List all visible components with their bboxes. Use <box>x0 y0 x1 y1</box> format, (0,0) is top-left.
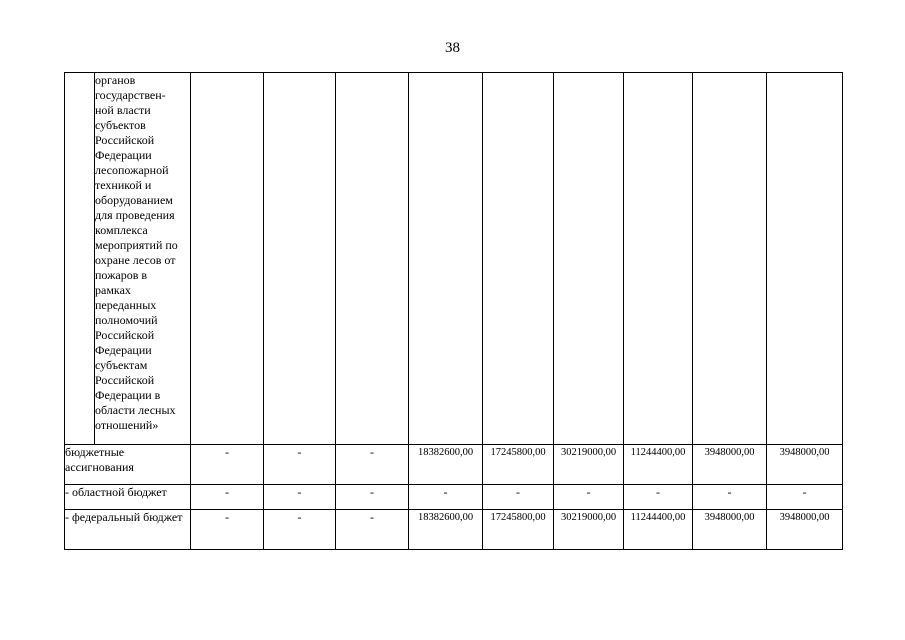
table-cell: 17245800,00 <box>483 445 554 485</box>
empty-cell <box>554 73 624 445</box>
empty-cell <box>409 73 483 445</box>
budget-row-regional <box>65 485 843 510</box>
description-line: лесопожарной <box>95 163 169 177</box>
table-cell: - <box>191 485 264 510</box>
description-row <box>65 73 843 445</box>
description-line: пожаров в <box>95 268 148 282</box>
event-description-cell <box>95 73 191 445</box>
row-label: - областной бюджет <box>65 485 191 510</box>
table-cell: 3948000,00 <box>767 510 843 550</box>
description-line: государствен- <box>95 88 166 102</box>
description-line: Российской <box>95 133 155 147</box>
table-cell: 11244400,00 <box>624 445 693 485</box>
description-line: мероприятий по <box>95 238 178 252</box>
table-cell: - <box>624 485 693 510</box>
empty-cell <box>624 73 693 445</box>
description-line: оборудованием <box>95 193 173 207</box>
table-cell: - <box>554 485 624 510</box>
table-cell: - <box>264 485 336 510</box>
description-line: Российской <box>95 328 155 342</box>
table-cell: - <box>191 510 264 550</box>
table-cell: 18382600,00 <box>409 510 483 550</box>
table-cell: - <box>264 510 336 550</box>
table-cell: - <box>483 485 554 510</box>
description-line: Федерации <box>95 148 152 162</box>
description-line: субъектов <box>95 118 146 132</box>
empty-cell <box>483 73 554 445</box>
description-line: органов <box>95 73 136 87</box>
table-cell: - <box>767 485 843 510</box>
empty-cell <box>191 73 264 445</box>
table-cell: - <box>409 485 483 510</box>
table-cell: 30219000,00 <box>554 510 624 550</box>
description-line: техникой и <box>95 178 152 192</box>
row-label: бюджетные ассигнования <box>65 445 191 485</box>
empty-cell <box>693 73 767 445</box>
table-cell: 30219000,00 <box>554 445 624 485</box>
description-line: переданных <box>95 298 157 312</box>
description-line: полномочий <box>95 313 158 327</box>
description-line: Российской <box>95 373 155 387</box>
description-line: охране лесов от <box>95 253 176 267</box>
empty-cell <box>767 73 843 445</box>
table-cell: - <box>336 445 409 485</box>
description-line: рамках <box>95 283 131 297</box>
empty-cell <box>264 73 336 445</box>
description-line: комплекса <box>95 223 148 237</box>
table-cell: - <box>264 445 336 485</box>
page-number: 38 <box>445 40 460 56</box>
budget-table <box>64 72 843 550</box>
table-cell: 3948000,00 <box>693 445 767 485</box>
table-cell: - <box>336 510 409 550</box>
empty-cell <box>336 73 409 445</box>
description-line: субъектам <box>95 358 148 372</box>
table-cell: 3948000,00 <box>693 510 767 550</box>
description-line: области лесных <box>95 403 176 417</box>
table-cell: - <box>336 485 409 510</box>
row-label: - федеральный бюджет <box>65 510 191 550</box>
empty-cell <box>65 73 95 445</box>
budget-row-total <box>65 445 843 485</box>
table-cell: - <box>693 485 767 510</box>
table-cell: 11244400,00 <box>624 510 693 550</box>
table-cell: 18382600,00 <box>409 445 483 485</box>
table-cell: 17245800,00 <box>483 510 554 550</box>
description-line: ной власти <box>95 103 151 117</box>
budget-row-federal <box>65 510 843 550</box>
description-line: для проведения <box>95 208 175 222</box>
description-line: Федерации <box>95 343 152 357</box>
description-line: Федерации в <box>95 388 161 402</box>
table-cell: 3948000,00 <box>767 445 843 485</box>
description-line: отношений» <box>95 418 159 432</box>
table-cell: - <box>191 445 264 485</box>
